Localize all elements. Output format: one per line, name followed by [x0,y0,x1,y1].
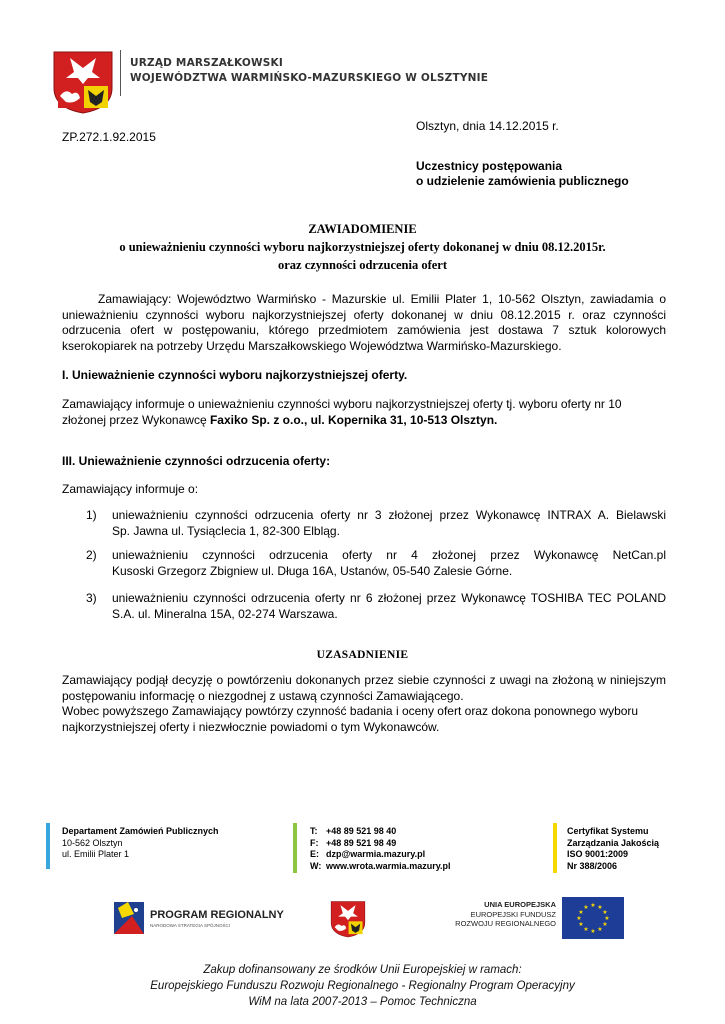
intro-text: Zamawiający: Województwo Warmińsko - Mazurskie ul. Emilii Plater 1, 10-562 Olsztyn, zawiadamia o unieważnieniu czynności wyboru najkorzystniejszej oferty dokonanej w dniu 08.12.2015 r. oraz czynności odrzucenia ofert w postępowaniu, którego przedmiotem zamówienia jest dostawa 7 sztuk kolorowych kserokopiarek na potrzeby Urzędu Marszałkowskiego Województwa Warmińsko-Mazurskiego. [62,292,666,353]
footer-bar-blue [46,823,50,869]
list-item-line-2: Kusoski Grzegorz Zbigniew ul. Długa 16A, Ustanów, 05-540 Zalesie Górne. [112,563,513,578]
footer-bar-green [293,823,297,873]
reference-number: ZP.272.1.92.2015 [62,130,156,144]
program-regionalny-text: PROGRAM REGIONALNY [150,909,284,921]
cofinance-note [0,962,725,1010]
section-1-text-bold: Faxiko Sp. z o.o., ul. Kopernika 31, 10-513 Olsztyn. [209,412,498,427]
contact-website[interactable]: www.wrota.warmia.mazury.pl [326,860,451,871]
svg-text:★: ★ [576,915,582,922]
svg-text:★: ★ [602,909,608,916]
contact-phone: +48 89 521 98 40 [326,826,397,836]
justification-paragraph-1: Zamawiający podjął decyzję o powtórzeniu dokonanych przez siebie czynności z uwagi na złożoną w niniejszym postępowaniu informację o niezgodnej z ustawą czynności Zamawiającego. [62,673,666,703]
eu-flag [562,897,624,939]
eu-text-line-1: UNIA EUROPEJSKA [484,900,556,909]
list-item-line-2: S.A. ul. Mineralna 15A, 02-274 Warszawa. [112,606,338,621]
section-3-heading: III. Unieważnienie czynności odrzucenia oferty: [62,454,331,468]
letter-date: Olsztyn, dnia 14.12.2015 r. [416,119,559,133]
intro-paragraph [62,292,666,354]
list-item-line-1: unieważnieniu czynności odrzucenia oferty nr 6 złożonej przez Wykonawcę TOSHIBA TEC POLAND [112,591,666,605]
list-item-number: 1) [86,508,97,522]
svg-text:★: ★ [604,915,610,922]
recipient-line-2: o udzielenie zamówienia publicznego [416,174,629,188]
eu-text-line-2: EUROPEJSKI FUNDUSZ [470,909,556,919]
header-office-region: WOJEWÓDZTWA WARMIŃSKO-MAZURSKIEGO W OLSZTYNIE [130,72,489,84]
svg-text:★: ★ [597,904,603,911]
program-regionalny-logo [112,896,282,940]
contact-label: W: [310,860,322,871]
footer-dept-name: Departament Zamówień Publicznych [62,826,219,836]
footer-dept-street: ul. Emilii Plater 1 [62,849,130,859]
contact-email[interactable]: dzp@warmia.mazury.pl [326,849,426,859]
list-item [86,591,666,622]
section-3-intro: Zamawiający informuje o: [62,482,199,496]
document-subtitle-1: o unieważnieniu czynności wyboru najkorzystniejszej oferty dokonanej w dniu 08.12.2015r. [119,240,606,254]
cert-line-3: ISO 9001:2009 [567,849,629,859]
eu-flag-icon [562,897,624,939]
list-item-line-1: unieważnieniu czynności odrzucenia oferty nr 4 złożonej przez Wykonawcę NetCan.pl [112,548,666,562]
footer-certificate [567,826,659,872]
cert-line-4: Nr 388/2006 [567,860,618,871]
footer-department [62,826,219,861]
recipient-line-1: Uczestnicy postępowania [416,159,563,173]
footer-dept-city: 10-562 Olsztyn [62,837,123,848]
svg-text:★: ★ [590,902,596,909]
header-divider [120,50,121,96]
cofinance-line-1: Zakup dofinansowany ze środków Unii Europejskiej w ramach: [203,964,522,976]
contact-label: F: [310,837,319,848]
svg-text:★: ★ [578,909,584,916]
eu-fund-text-block [446,900,556,929]
list-item-number: 2) [86,548,97,562]
header-office-name: URZĄD MARSZAŁKOWSKI [130,57,284,69]
coat-of-arms-icon [52,50,114,114]
justification-heading: UZASADNIENIE [316,649,409,661]
svg-text:★: ★ [602,921,608,928]
section-1-text-plain: Zamawiający informuje o unieważnieniu czynności wyboru najkorzystniejszej oferty tj. wyboru oferty nr 10 złożonej przez Wykonawcę [62,397,622,427]
cert-line-2: Zarządzania Jakością [567,837,660,848]
svg-text:★: ★ [590,928,596,935]
footer-coat-of-arms-icon [330,898,366,940]
list-item-line-2: Sp. Jawna ul. Tysiąclecia 1, 82-300 Elbląg. [112,523,340,538]
cofinance-line-2: Europejskiego Funduszu Rozwoju Regionalnego - Regionalny Program Operacyjny [150,980,575,992]
cofinance-line-3: WiM na lata 2007-2013 – Pomoc Techniczna [248,996,477,1008]
footer-coat-of-arms [330,898,366,940]
cert-line-1: Certyfikat Systemu [567,826,649,836]
contact-label: T: [310,826,318,836]
justification-paragraph-2: Wobec powyższego Zamawiający powtórzy czynność badania i oceny ofert oraz dokona ponownego wyboru najkorzystniejszej oferty i niezwłocznie powiadomi o tym Wykonawców. [62,704,639,734]
program-regionalny-icon [112,896,146,940]
section-1-heading: I. Unieważnienie czynności wyboru najkorzystniejszej oferty. [62,368,408,382]
program-regionalny-subtext: NARODOWA STRATEGIA SPÓJNOŚCI [150,923,231,928]
section-1-text [62,397,666,428]
eu-text-line-3: ROZWOJU REGIONALNEGO [455,919,556,928]
document-title: ZAWIADOMIENIE [308,222,417,236]
coat-of-arms [52,50,114,114]
list-item [86,508,666,539]
contact-fax: +48 89 521 98 49 [326,837,397,848]
svg-text:★: ★ [583,904,589,911]
list-item-line-1: unieważnieniu czynności odrzucenia oferty nr 3 złożonej przez Wykonawcę INTRAX A. Bielawski [112,508,666,522]
contact-label: E: [310,849,319,859]
list-item [86,548,666,579]
footer-bar-yellow [553,823,557,873]
svg-text:★: ★ [583,926,589,933]
document-subtitle-2: oraz czynności odrzucenia ofert [277,258,448,272]
svg-text:★: ★ [597,926,603,933]
footer-contact [310,826,451,872]
svg-text:★: ★ [578,921,584,928]
list-item-number: 3) [86,591,97,605]
